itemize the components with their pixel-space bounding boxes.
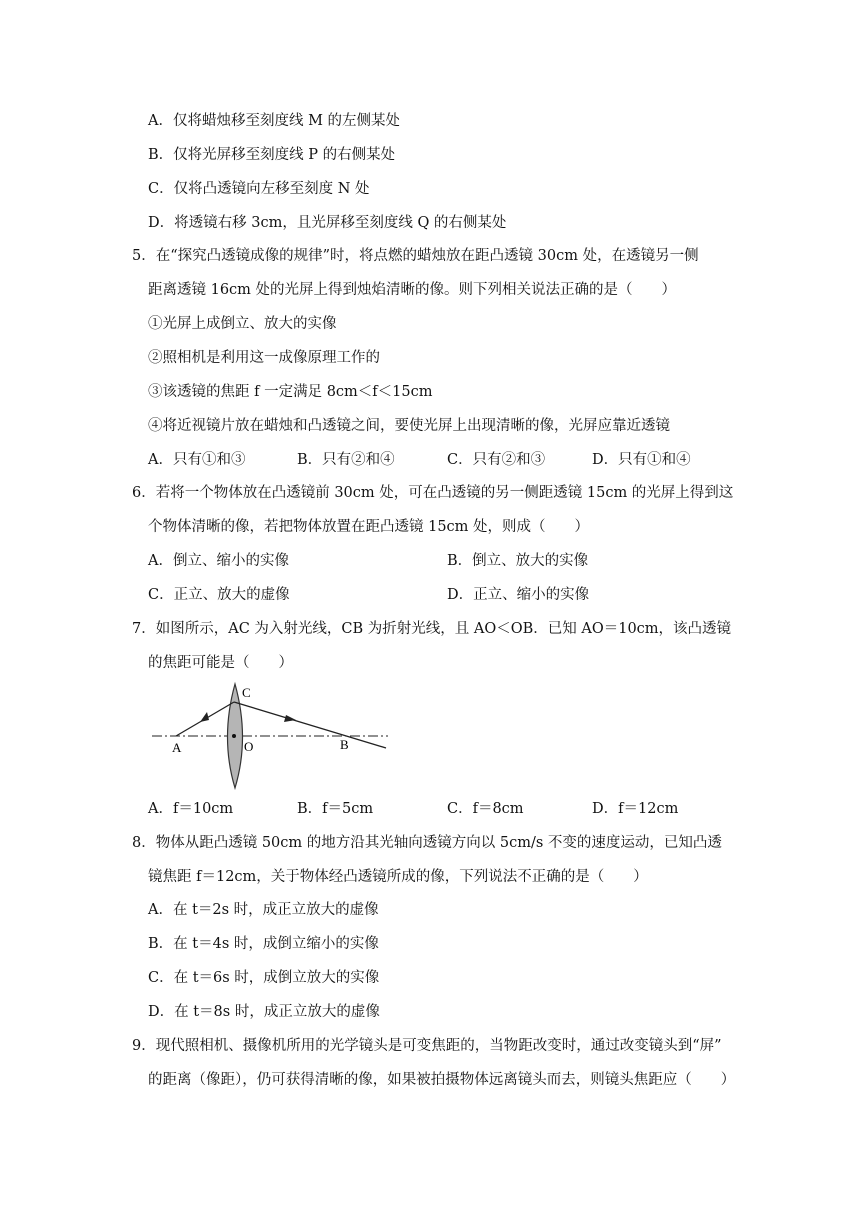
- q6-stem-line1: 6．若将一个物体放在凸透镜前 30cm 处，可在凸透镜的另一侧距透镜 15cm 的光屏上得到这: [132, 485, 734, 501]
- q5-statement-1: ①光屏上成倒立、放大的实像: [148, 316, 337, 332]
- q8-option-a: A．在 t＝2s 时，成正立放大的虚像: [148, 902, 379, 918]
- q6-option-c: C．正立、放大的虚像: [148, 587, 290, 603]
- q6-option-d: D．正立、缩小的实像: [447, 587, 590, 603]
- optical-center-dot: [232, 734, 236, 738]
- q8-stem-line1: 8．物体从距凸透镜 50cm 的地方沿其光轴向透镜方向以 5cm/s 不变的速度运动，已知凸透: [132, 835, 722, 851]
- refracted-ray: [234, 702, 386, 748]
- q8-stem-line2: 镜焦距 f＝12cm，关于物体经凸透镜所成的像，下列说法不正确的是（ ）: [148, 869, 648, 885]
- q5-option-b: B．只有②和④: [297, 452, 395, 468]
- q4-option-c: C．仅将凸透镜向左移至刻度 N 处: [148, 181, 370, 197]
- q5-option-a: A．只有①和③: [148, 452, 246, 468]
- q7-option-a: A．f＝10cm: [148, 801, 234, 817]
- q4-option-a: A．仅将蜡烛移至刻度线 M 的左侧某处: [148, 113, 401, 129]
- q5-statement-3: ③该透镜的焦距 f 一定满足 8cm＜f＜15cm: [148, 384, 433, 400]
- q7-option-c: C．f＝8cm: [447, 801, 524, 817]
- q8-option-b: B．在 t＝4s 时，成倒立缩小的实像: [148, 936, 379, 952]
- refracted-ray-arrow-icon: [284, 715, 296, 722]
- q6-stem-line2: 个物体清晰的像，若把物体放置在距凸透镜 15cm 处，则成（ ）: [148, 519, 590, 535]
- q5-stem-line2: 距离透镜 16cm 处的光屏上得到烛焰清晰的像。则下列相关说法正确的是（ ）: [148, 282, 677, 298]
- q4-option-d: D．将透镜右移 3cm，且光屏移至刻度线 Q 的右侧某处: [148, 215, 507, 231]
- q5-statement-2: ②照相机是利用这一成像原理工作的: [148, 350, 380, 366]
- q5-statement-4: ④将近视镜片放在蜡烛和凸透镜之间，要使光屏上出现清晰的像，光屏应靠近透镜: [148, 418, 670, 434]
- q7-stem-line2: 的焦距可能是（ ）: [148, 655, 293, 671]
- lens-ray-diagram: [150, 680, 395, 790]
- q9-stem-line1: 9．现代照相机、摄像机所用的光学镜头是可变焦距的，当物距改变时，通过改变镜头到“屏”: [132, 1038, 722, 1054]
- q4-option-b: B．仅将光屏移至刻度线 P 的右侧某处: [148, 147, 396, 163]
- incident-ray-arrow-icon: [200, 712, 209, 722]
- label-a: A: [172, 740, 182, 755]
- label-c: C: [242, 685, 251, 700]
- q5-stem-line1: 5．在“探究凸透镜成像的规律”时，将点燃的蜡烛放在距凸透镜 30cm 处，在透镜另一侧: [132, 248, 699, 264]
- q5-option-d: D．只有①和④: [592, 452, 691, 468]
- q9-stem-line2: 的距离（像距），仍可获得清晰的像，如果被拍摄物体远离镜头而去，则镜头焦距应（ ）: [148, 1072, 736, 1088]
- label-o: O: [244, 739, 254, 754]
- q6-option-b: B．倒立、放大的实像: [447, 553, 589, 569]
- q6-option-a: A．倒立、缩小的实像: [148, 553, 289, 569]
- q8-option-d: D．在 t＝8s 时，成正立放大的虚像: [148, 1004, 380, 1020]
- q8-option-c: C．在 t＝6s 时，成倒立放大的实像: [148, 970, 380, 986]
- q7-option-d: D．f＝12cm: [592, 801, 679, 817]
- q5-option-c: C．只有②和③: [447, 452, 546, 468]
- q7-option-b: B．f＝5cm: [297, 801, 374, 817]
- q7-stem-line1: 7．如图所示，AC 为入射光线，CB 为折射光线，且 AO＜OB．已知 AO＝10cm，该凸透镜: [132, 621, 732, 637]
- label-b: B: [340, 737, 349, 752]
